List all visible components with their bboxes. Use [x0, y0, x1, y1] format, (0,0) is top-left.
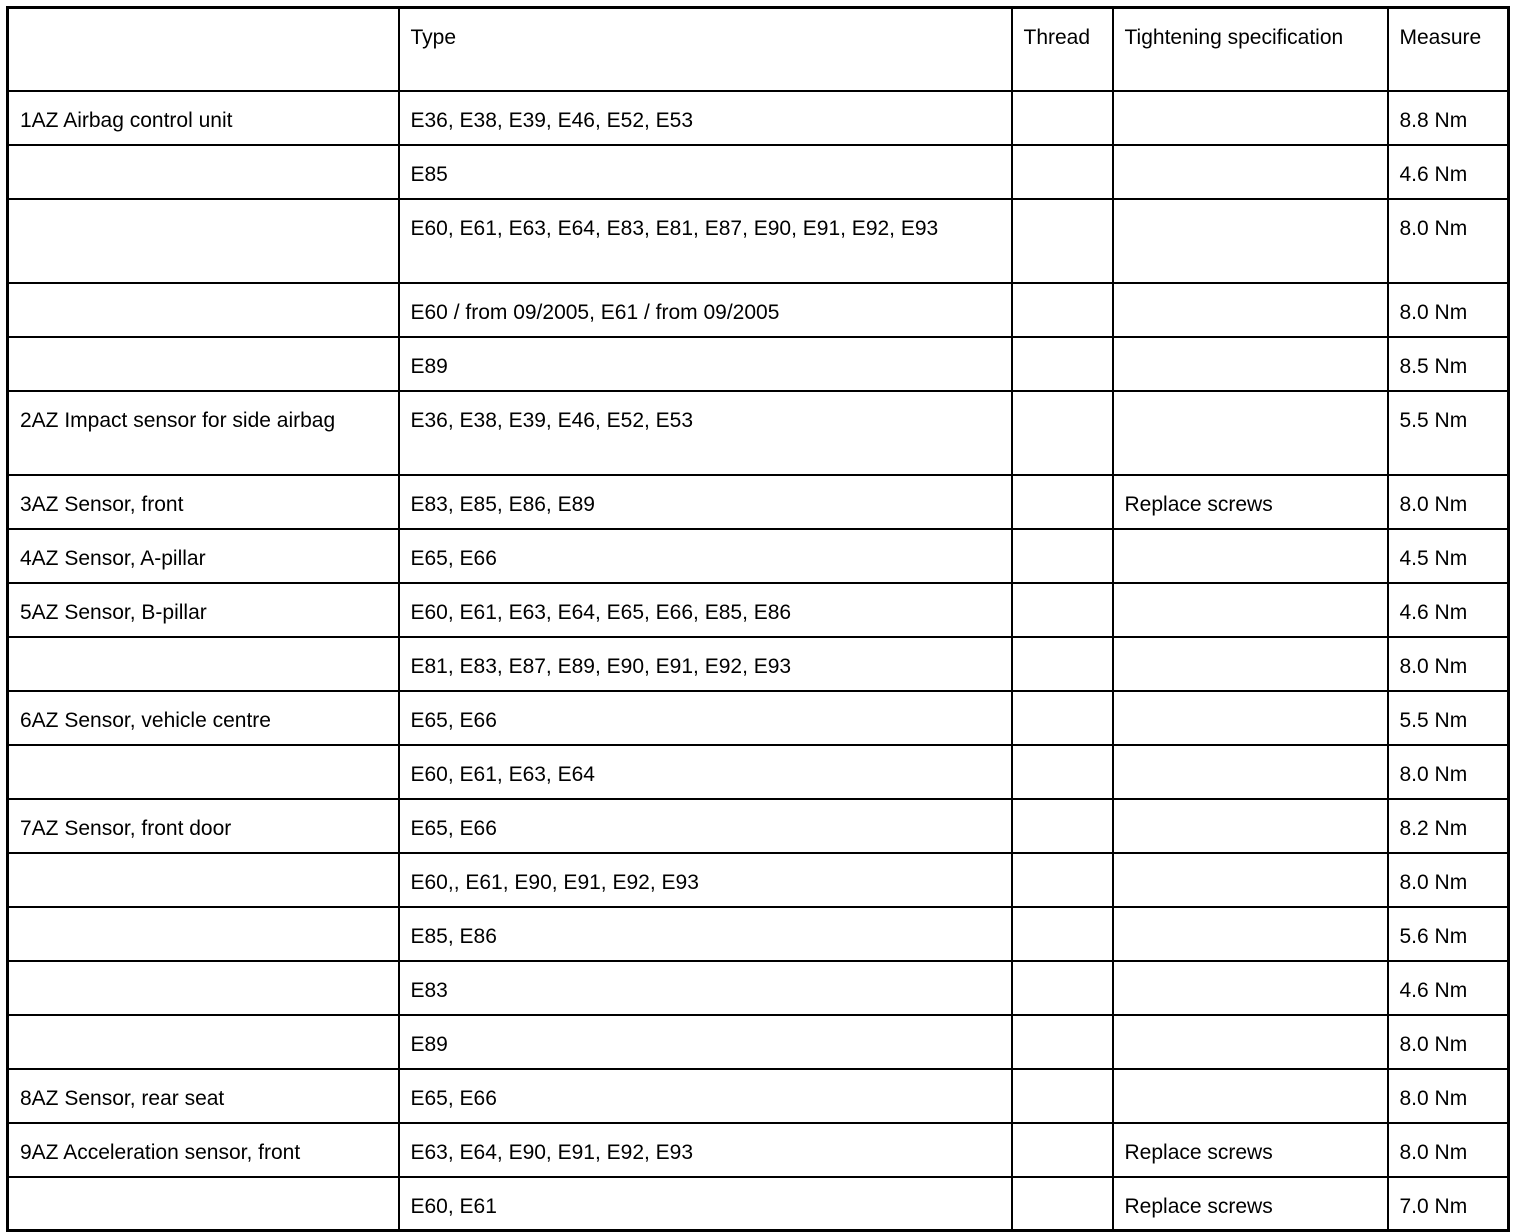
component-cell [8, 337, 399, 391]
thread-cell [1012, 799, 1113, 853]
type-cell: E65, E66 [399, 691, 1012, 745]
tightening-spec-cell [1113, 283, 1388, 337]
measure-cell: 8.8 Nm [1388, 91, 1509, 145]
tightening-spec-cell [1113, 745, 1388, 799]
tightening-spec-cell: Replace screws [1113, 475, 1388, 529]
component-cell: 7AZ Sensor, front door [8, 799, 399, 853]
table-row [8, 907, 1509, 961]
measure-cell: 5.5 Nm [1388, 391, 1509, 475]
type-cell: E83 [399, 961, 1012, 1015]
measure-cell: 4.5 Nm [1388, 529, 1509, 583]
type-cell: E60, E61, E63, E64, E83, E81, E87, E90, E91, E92, E93 [399, 199, 1012, 283]
component-cell: 5AZ Sensor, B-pillar [8, 583, 399, 637]
thread-cell [1012, 637, 1113, 691]
component-cell [8, 283, 399, 337]
tightening-torque-table [6, 6, 1510, 1232]
thread-cell [1012, 1015, 1113, 1069]
thread-cell [1012, 1123, 1113, 1177]
measure-cell: 8.0 Nm [1388, 1015, 1509, 1069]
component-cell: 4AZ Sensor, A-pillar [8, 529, 399, 583]
thread-cell [1012, 145, 1113, 199]
type-cell: E89 [399, 1015, 1012, 1069]
thread-cell [1012, 583, 1113, 637]
thread-cell [1012, 1069, 1113, 1123]
type-cell: E65, E66 [399, 529, 1012, 583]
table-row [8, 1015, 1509, 1069]
type-cell: E60, E61, E63, E64 [399, 745, 1012, 799]
tightening-spec-cell [1113, 1015, 1388, 1069]
component-cell: 6AZ Sensor, vehicle centre [8, 691, 399, 745]
tightening-spec-cell [1113, 1069, 1388, 1123]
type-cell: E65, E66 [399, 799, 1012, 853]
thread-cell [1012, 853, 1113, 907]
header-row [8, 8, 1509, 91]
component-cell: 1AZ Airbag control unit [8, 91, 399, 145]
header-type: Type [399, 8, 1012, 91]
component-cell [8, 199, 399, 283]
table-row [8, 1069, 1509, 1123]
tightening-spec-cell [1113, 961, 1388, 1015]
measure-cell: 8.0 Nm [1388, 283, 1509, 337]
header-component [8, 8, 399, 91]
component-cell [8, 745, 399, 799]
type-cell: E65, E66 [399, 1069, 1012, 1123]
component-cell: 8AZ Sensor, rear seat [8, 1069, 399, 1123]
thread-cell [1012, 337, 1113, 391]
table-row [8, 145, 1509, 199]
component-cell [8, 1015, 399, 1069]
measure-cell: 4.6 Nm [1388, 961, 1509, 1015]
tightening-spec-cell [1113, 583, 1388, 637]
tightening-spec-cell [1113, 853, 1388, 907]
table-row [8, 691, 1509, 745]
table-row [8, 475, 1509, 529]
type-cell: E63, E64, E90, E91, E92, E93 [399, 1123, 1012, 1177]
measure-cell: 5.5 Nm [1388, 691, 1509, 745]
type-cell: E85 [399, 145, 1012, 199]
table-row [8, 1123, 1509, 1177]
tightening-spec-cell [1113, 637, 1388, 691]
type-cell: E60, E61, E63, E64, E65, E66, E85, E86 [399, 583, 1012, 637]
measure-cell: 8.5 Nm [1388, 337, 1509, 391]
tightening-spec-cell: Replace screws [1113, 1123, 1388, 1177]
thread-cell [1012, 91, 1113, 145]
table-body [8, 91, 1509, 1231]
measure-cell: 8.0 Nm [1388, 1069, 1509, 1123]
table-row [8, 1177, 1509, 1231]
component-cell [8, 1177, 399, 1231]
measure-cell: 4.6 Nm [1388, 145, 1509, 199]
table-row [8, 853, 1509, 907]
component-cell [8, 145, 399, 199]
measure-cell: 8.0 Nm [1388, 475, 1509, 529]
thread-cell [1012, 529, 1113, 583]
type-cell: E36, E38, E39, E46, E52, E53 [399, 391, 1012, 475]
thread-cell [1012, 907, 1113, 961]
tightening-spec-cell [1113, 799, 1388, 853]
type-cell: E60,, E61, E90, E91, E92, E93 [399, 853, 1012, 907]
measure-cell: 5.6 Nm [1388, 907, 1509, 961]
measure-cell: 8.0 Nm [1388, 745, 1509, 799]
thread-cell [1012, 745, 1113, 799]
measure-cell: 8.0 Nm [1388, 853, 1509, 907]
component-cell [8, 853, 399, 907]
thread-cell [1012, 961, 1113, 1015]
component-cell: 2AZ Impact sensor for side airbag [8, 391, 399, 475]
table-row [8, 283, 1509, 337]
header-thread: Thread [1012, 8, 1113, 91]
table-row [8, 391, 1509, 475]
component-cell [8, 961, 399, 1015]
table-row [8, 199, 1509, 283]
measure-cell: 8.0 Nm [1388, 637, 1509, 691]
table-row [8, 337, 1509, 391]
component-cell [8, 907, 399, 961]
measure-cell: 7.0 Nm [1388, 1177, 1509, 1231]
table-row [8, 91, 1509, 145]
table-row [8, 961, 1509, 1015]
table-row [8, 637, 1509, 691]
tightening-spec-cell [1113, 337, 1388, 391]
thread-cell [1012, 199, 1113, 283]
type-cell: E60, E61 [399, 1177, 1012, 1231]
table-row [8, 799, 1509, 853]
component-cell: 3AZ Sensor, front [8, 475, 399, 529]
type-cell: E85, E86 [399, 907, 1012, 961]
tightening-spec-cell: Replace screws [1113, 1177, 1388, 1231]
type-cell: E83, E85, E86, E89 [399, 475, 1012, 529]
tightening-spec-cell [1113, 391, 1388, 475]
tightening-spec-cell [1113, 199, 1388, 283]
header-measure: Measure [1388, 8, 1509, 91]
tightening-spec-cell [1113, 907, 1388, 961]
thread-cell [1012, 283, 1113, 337]
component-cell: 9AZ Acceleration sensor, front [8, 1123, 399, 1177]
thread-cell [1012, 1177, 1113, 1231]
measure-cell: 8.0 Nm [1388, 199, 1509, 283]
tightening-spec-cell [1113, 529, 1388, 583]
component-cell [8, 637, 399, 691]
measure-cell: 4.6 Nm [1388, 583, 1509, 637]
table-row [8, 583, 1509, 637]
type-cell: E36, E38, E39, E46, E52, E53 [399, 91, 1012, 145]
header-tightening-specification: Tightening specification [1113, 8, 1388, 91]
table-row [8, 745, 1509, 799]
thread-cell [1012, 475, 1113, 529]
tightening-spec-cell [1113, 145, 1388, 199]
tightening-spec-cell [1113, 91, 1388, 145]
measure-cell: 8.2 Nm [1388, 799, 1509, 853]
table-row [8, 529, 1509, 583]
thread-cell [1012, 391, 1113, 475]
measure-cell: 8.0 Nm [1388, 1123, 1509, 1177]
tightening-spec-cell [1113, 691, 1388, 745]
type-cell: E81, E83, E87, E89, E90, E91, E92, E93 [399, 637, 1012, 691]
type-cell: E60 / from 09/2005, E61 / from 09/2005 [399, 283, 1012, 337]
type-cell: E89 [399, 337, 1012, 391]
thread-cell [1012, 691, 1113, 745]
